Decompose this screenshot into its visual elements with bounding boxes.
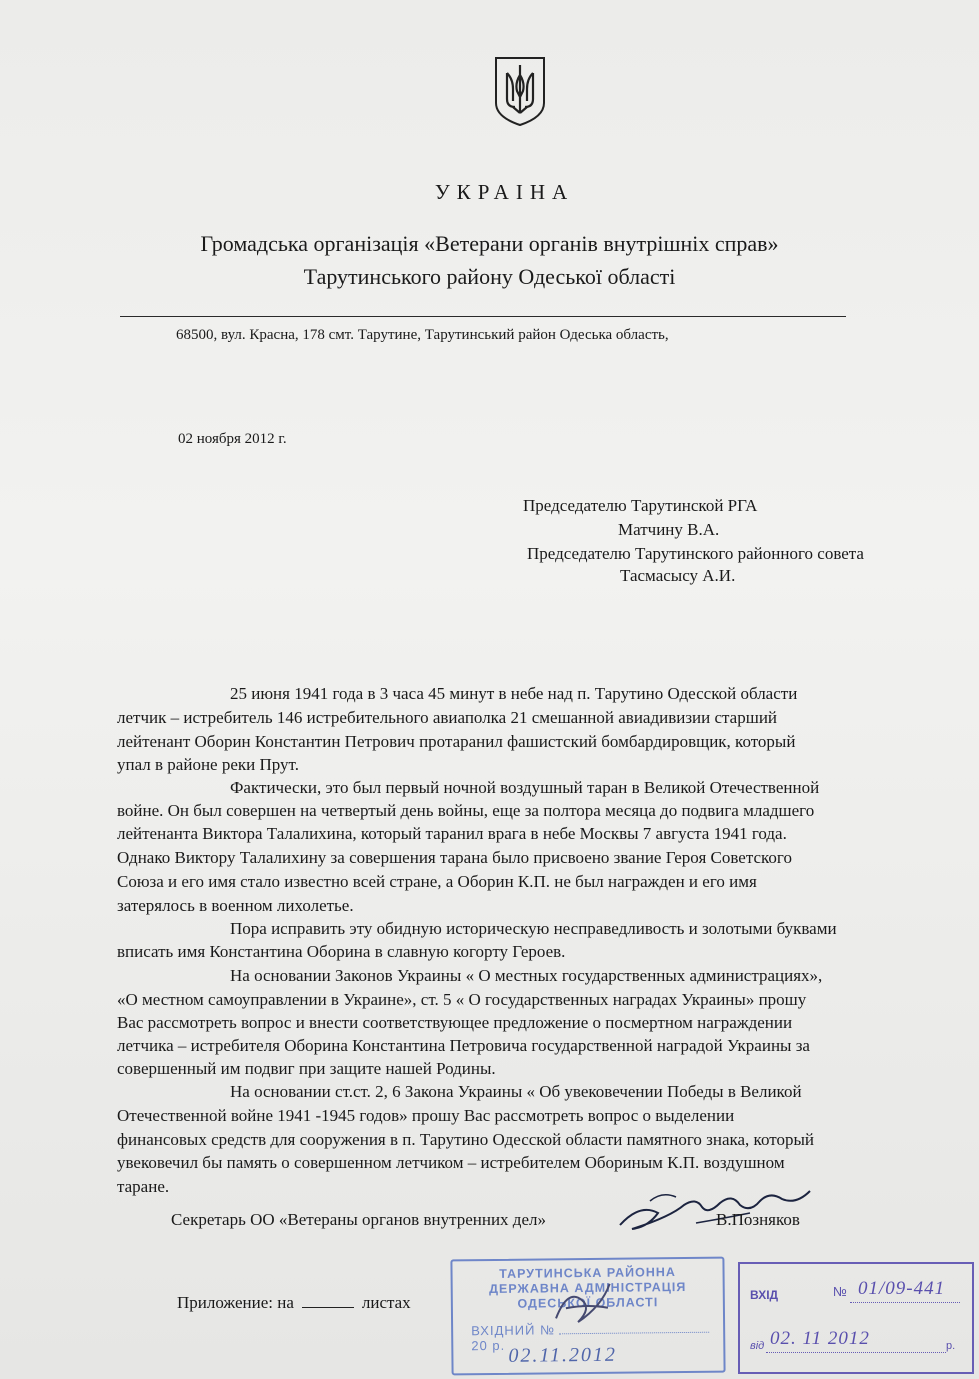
stamp-incoming-label: ВХІДНИЙ № — [471, 1322, 556, 1339]
addressee-line: Председателю Тарутинской РГА — [523, 496, 758, 515]
organization-name: Громадська організація «Ветерани органів внутрішніх справ» — [200, 231, 779, 256]
body-line: 25 июня 1941 года в 3 часа 45 минут в небе над п. Тарутино Одесской области — [230, 684, 798, 703]
stamp-line: ОДЕСЬКОЇ ОБЛАСТІ — [517, 1295, 659, 1311]
stamp-pen-mark-icon — [548, 1278, 619, 1329]
stamp-line: ДЕРЖАВНА АДМІНІСТРАЦІЯ — [488, 1279, 687, 1297]
signatory-role: Секретарь ОО «Ветераны органов внутренних дел» — [171, 1210, 546, 1229]
attachment-prefix: Приложение: на — [177, 1293, 294, 1312]
registration-label: ВХІД — [750, 1288, 779, 1302]
registration-number-label: № — [833, 1284, 847, 1299]
incoming-stamp — [450, 1257, 725, 1376]
country-heading: УКРАІНА — [434, 180, 575, 204]
attachment-page-count-blank — [302, 1307, 354, 1308]
body-line: На основании Законов Украины « О местных государственных администрациях», — [230, 966, 823, 985]
body-line: Вас рассмотреть вопрос и внести соответствующее предложение о посмертном награждении — [117, 1013, 793, 1032]
registration-number-line — [850, 1302, 960, 1303]
registration-box — [738, 1262, 974, 1374]
header-divider — [120, 316, 846, 317]
addressee-line: Тасмасысу А.И. — [620, 566, 736, 585]
stamp-line: ТАРУТИНСЬКА РАЙОННА — [499, 1265, 676, 1281]
body-line: Союза и его имя стало известно всей стране, а Оборин К.П. не был награжден и его имя — [117, 872, 757, 891]
body-line: совершенный им подвиг при защите нашей Родины. — [117, 1059, 496, 1078]
body-line: войне. Он был совершен на четвертый день войны, еще за полтора месяца до подвига младшего — [117, 801, 815, 820]
body-line: упал в районе реки Прут. — [117, 755, 299, 774]
body-line: лейтенант Оборин Константин Петрович протаранил фашистский бомбардировщик, который — [117, 732, 796, 751]
body-line: затерялось в военном лихолетье. — [117, 896, 354, 915]
stamp-handwritten-date: 02.11.2012 — [508, 1343, 618, 1367]
body-line: летчика – истребителя Оборина Константина Петровича государственной наградой Украины за — [117, 1036, 810, 1055]
signatory-name: В.Позняков — [716, 1210, 800, 1229]
body-line: таране. — [117, 1177, 170, 1196]
addressee-line: Матчину В.А. — [618, 520, 720, 539]
organization-address: 68500, вул. Красна, 178 смт. Тарутине, Тарутинський район Одеська область, — [176, 327, 669, 343]
body-line: финансовых средств для сооружения в п. Тарутино Одесской области памятного знака, который — [117, 1130, 814, 1149]
body-line: лейтенанта Виктора Талалихина, который таранил врага в небе Москвы 7 августа 1941 года. — [117, 824, 787, 843]
addressee-line: Председателю Тарутинского районного совета — [527, 544, 864, 563]
registration-date: 02. 11 2012 — [770, 1328, 870, 1349]
organization-region: Тарутинського району Одеської області — [303, 264, 676, 289]
attachment-line — [177, 1293, 411, 1313]
body-line: Однако Виктору Талалихину за совершения тарана было присвоено звание Героя Советского — [117, 848, 792, 867]
registration-year-mark: р. — [946, 1340, 956, 1352]
body-line: Фактически, это был первый ночной воздушный таран в Великой Отечественной — [230, 778, 820, 797]
registration-date-label: від — [750, 1340, 765, 1352]
body-line: Отечественной войне 1941 -1945 годов» прошу Вас рассмотреть вопрос о выделении — [117, 1106, 735, 1125]
body-line: Пора исправить эту обидную историческую несправедливость и золотыми буквами — [230, 919, 837, 938]
registration-number: 01/09-441 — [858, 1278, 946, 1299]
stamp-number-blank — [559, 1332, 709, 1335]
body-line: увековечил бы память о совершенном летчиком – истребителем Обориным К.П. воздушном — [117, 1153, 785, 1172]
attachment-suffix: листах — [361, 1293, 411, 1312]
body-line: На основании ст.ст. 2, 6 Закона Украины « Об увековечении Победы в Великой — [230, 1082, 802, 1101]
body-line: вписать имя Константина Оборина в славную когорту Героев. — [117, 942, 566, 961]
stamp-year-suffix: 20 р. — [471, 1337, 506, 1354]
ukraine-trident-emblem-icon — [493, 55, 547, 127]
registration-date-line — [766, 1352, 946, 1353]
body-line: летчик – истребитель 146 истребительного авиаполка 21 смешанной авиадивизии старший — [117, 708, 778, 727]
body-line: «О местном самоуправлении в Украине», ст. 5 « О государственных наградах Украины» прошу — [117, 990, 807, 1009]
letter-date: 02 ноября 2012 г. — [178, 431, 287, 447]
